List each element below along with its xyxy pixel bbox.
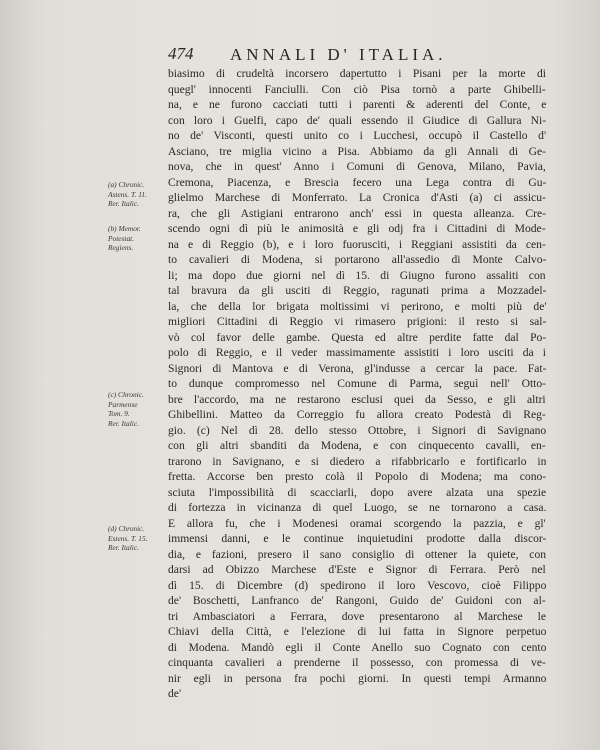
text-line: migliori Cittadini di Reggio vi rimasero prigioni: il resto si sal- [168, 315, 546, 328]
note-line: Estens. T. 15. [108, 533, 148, 543]
text-line: quegl' innocenti Fanciulli. Con ciò Pisa tornò a parte Ghibelli- [168, 82, 546, 96]
text-line: de' [168, 687, 182, 700]
text-line: nir egli in persona fra pochi giorni. In questi tempi Armanno [168, 671, 546, 685]
marginal-note-a [108, 180, 170, 209]
body-text [168, 66, 546, 702]
text-line: Signori di Mantova e di Verona, gl'indusse a cercar la pace. Fat- [168, 361, 546, 375]
text-line: no de' Visconti, questi unito co i Lucchesi, occupò il Castello d' [168, 129, 546, 142]
text-line: bre l'accordo, ma ne restarono esclusi quei da Sesso, e gli altri [168, 392, 546, 406]
note-line: (d) Chronic. [108, 524, 145, 533]
text-line: fretta. Accorse ben presto colà il Popolo di Modena; ma cono- [168, 470, 546, 483]
text-line: di fortezza in vicinanza di quel Luogo, se ne tornarono a casa. [168, 501, 546, 514]
note-line: Rer. Italic. [108, 199, 139, 209]
text-line: biasimo di crudeltà incorsero dapertutto i Pisani per la morte di [168, 67, 546, 80]
text-line: ra, che gli Astigiani entrarono anch' essi in questa alleanza. Cre- [168, 206, 546, 220]
page-number: 474 [168, 44, 194, 63]
text-line: na e di Reggio (b), e i loro fuorusciti, i Reggiani assistiti da cen- [168, 237, 546, 251]
text-line: di Modena. Mandò egli il Conte Anello suo Cognato con cento [168, 640, 546, 654]
text-line: la, che della lor brigata moltissimi vi perirono, e molti più de' [168, 299, 546, 313]
text-line: de' Boschetti, Lanfranco de' Rangoni, Guido de' Guidoni con al- [168, 594, 546, 607]
running-title: ANNALI D' ITALIA. [230, 45, 447, 64]
text-line: glielmo Marchese di Monferrato. La Cronica d'Asti (a) ci assicu- [168, 191, 546, 204]
text-line: immensi danni, e le continue inquietudini prodotte dalla discor- [168, 532, 546, 545]
text-line: polo di Reggio, e il veder massimamente assistiti i loro usciti da i [168, 346, 546, 359]
text-line: con loro i Guelfi, capo de' quali essendo il Giudice di Gallura Ni- [168, 113, 546, 127]
note-line: Rer. Italic. [108, 418, 139, 428]
note-line: Tom. 9. [108, 409, 130, 419]
text-line: to cavalieri di Modena, si portarono all'assedio di Monte Calvo- [168, 253, 546, 266]
page-header [168, 44, 568, 64]
text-line: Chiavi della Città, e l'elezione di lui fatta in Signore perpetuo [168, 625, 546, 638]
note-line: Regiens. [108, 243, 134, 253]
text-line: Ghibellini. Matteo da Correggio fu allora creato Podestà di Reg- [168, 408, 546, 421]
text-line: dì 15. di Dicembre (d) spedirono il loro Vescovo, cioè Filippo [168, 578, 546, 592]
text-line: na, e ne furono cacciati tutti i parenti & aderenti del Conte, e [168, 98, 546, 111]
text-line: to dunque compromesso nel Comune di Parma, seguì nell' Otto- [168, 377, 546, 390]
marginal-note-c [108, 390, 170, 428]
text-line: cinquanta cavalieri a prenderne il possesso, con promessa di ve- [168, 656, 546, 669]
text-line: tri Ambasciatori a Ferrara, dove presentarono al Marchese le [168, 609, 546, 623]
text-line: E allora fu, che i Modenesi oramai scorgendo la pazzia, e gl' [168, 516, 546, 530]
text-line: nova, che in quest' Anno i Comuni di Genova, Milano, Pavia, [168, 160, 546, 173]
marginal-note-b [108, 224, 170, 253]
note-line: (b) Memor. [108, 224, 141, 233]
text-line: darsi ad Obizzo Marchese d'Este e Signor di Ferrara. Però nel [168, 563, 546, 576]
note-line: (a) Chronic. [108, 180, 145, 189]
text-line: trarono in Savignano, e si diedero a rifabbricarlo e fortificarlo in [168, 454, 546, 468]
text-line: con gli altri sbanditi da Modena, e con cinquecento cavalli, en- [168, 439, 546, 452]
note-line: Parmense [108, 399, 138, 409]
text-line: gio. (c) Nel dì 28. dello stesso Ottobre, i Signori di Savignano [168, 423, 546, 437]
note-line: Astens. T. 11. [108, 189, 147, 199]
text-line: Cremona, Piacenza, e Brescia fecero una Lega contra di Gu- [168, 175, 546, 189]
text-line: scendo ogni dì più le animosità e gli odj fra i Cittadini di Mode- [168, 222, 546, 235]
text-line: sciuta l'impossibilità di scacciarli, dopo avere alzata una spezie [168, 485, 546, 499]
note-line: Potestat. [108, 233, 135, 243]
text-line: tal bravura da gli usciti di Reggio, ragunati prima a Mozzadel- [168, 284, 546, 297]
note-line: Rer. Italic. [108, 543, 139, 553]
text-line: li; ma dopo due giorni nel dì 15. di Giugno furono assaliti con [168, 268, 546, 282]
text-line: Asciano, tre miglia vicino a Pisa. Abbiamo da gli Annali di Ge- [168, 144, 546, 158]
marginal-note-d [108, 524, 170, 553]
text-line: vò col favor delle gambe. Questa ed altre perdite fatte dal Po- [168, 330, 546, 344]
text-line: dia, e fazioni, presero il sano consiglio di ottener la quiete, con [168, 547, 546, 561]
note-line: (c) Chronic. [108, 390, 144, 399]
